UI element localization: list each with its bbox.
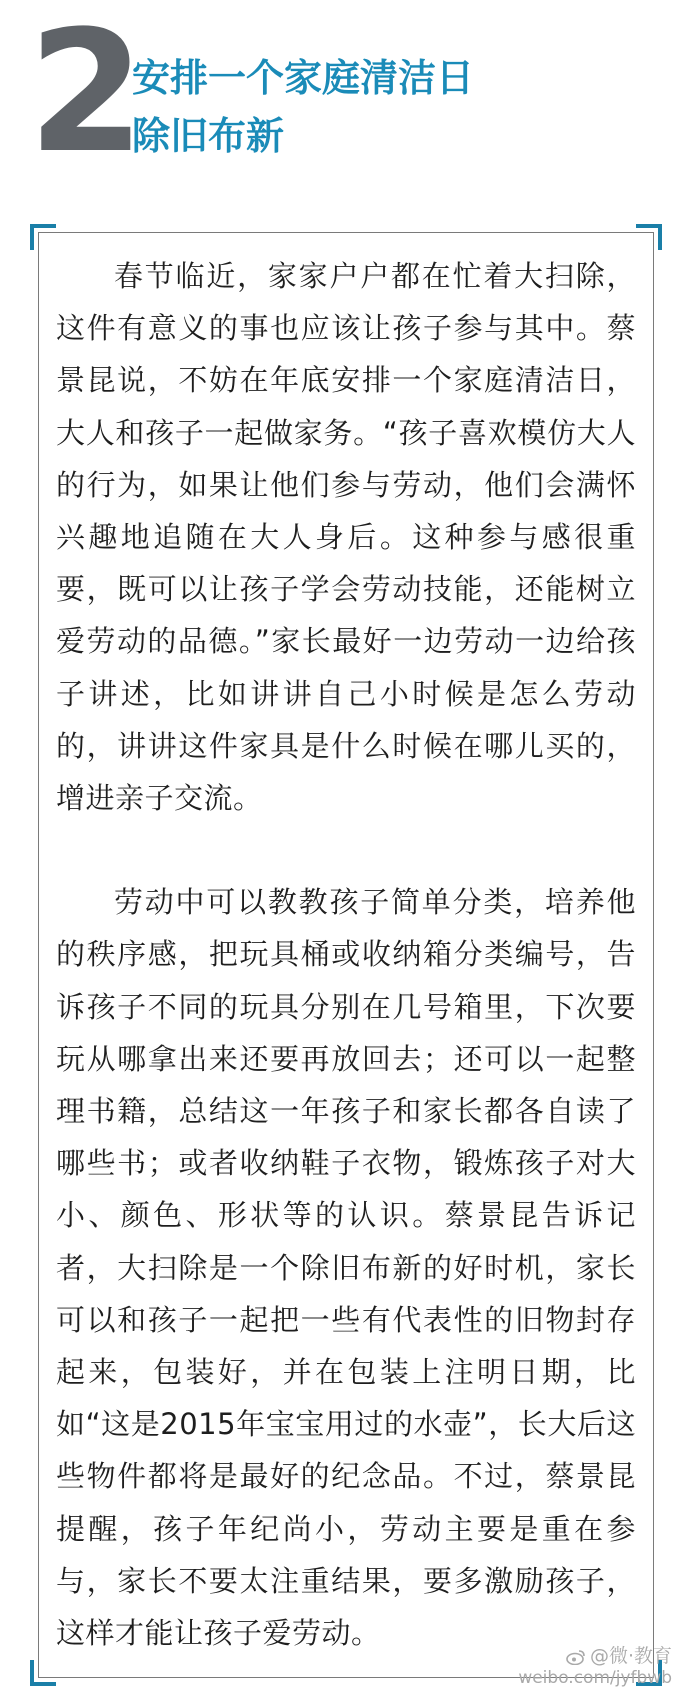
corner-bracket-top-left	[30, 224, 56, 250]
section-title-line-2: 除旧布新	[132, 114, 285, 158]
article-paragraph-2: 劳动中可以教教孩子简单分类，培养他的秩序感，把玩具桶或收纳箱分类编号，告诉孩子不同的玩具分别在几号箱里，下次要玩从哪拿出来还要再放回去；还可以一起整理书籍，总结这一年孩子和家长都各自读了哪些书；或者收纳鞋子衣物，锻炼孩子对大小、颜色、形状等的认识。蔡景昆告诉记者，大扫除是一个除旧布新的好时机，家长可以和孩子一起把一些有代表性的旧物封存起来，包装好，并在包装上注明日期，比如“这是2015年宝宝用过的水壶”，长大后这些物件都将是最好的纪念品。不过，蔡景昆提醒，孩子年纪尚小，劳动主要是重在参与，家长不要太注重结果，要多激励孩子，这样才能让孩子爱劳动。	[56, 885, 636, 1651]
article-body	[56, 250, 636, 1659]
section-number: 2	[28, 0, 141, 190]
watermark	[518, 1645, 672, 1689]
watermark-handle: @微·教育	[589, 1645, 672, 1667]
section-title-line-1: 安排一个家庭清洁日	[132, 56, 475, 100]
corner-bracket-bottom-left	[30, 1660, 56, 1686]
watermark-url: weibo.com/jyfbwb	[518, 1668, 672, 1688]
article-paragraph-1: 春节临近，家家户户都在忙着大扫除，这件有意义的事也应该让孩子参与其中。蔡景昆说，不妨在年底安排一个家庭清洁日，大人和孩子一起做家务。“孩子喜欢模仿大人的行为，如果让他们参与劳动，他们会满怀兴趣地追随在大人身后。这种参与感很重要，既可以让孩子学会劳动技能，还能树立爱劳动的品德。”家长最好一边劳动一边给孩子讲述，比如讲讲自己小时候是怎么劳动的，讲讲这件家具是什么时候在哪儿买的，增进亲子交流。	[56, 259, 636, 816]
corner-bracket-top-right	[636, 224, 662, 250]
weibo-icon	[566, 1648, 586, 1664]
section-header	[0, 0, 690, 200]
